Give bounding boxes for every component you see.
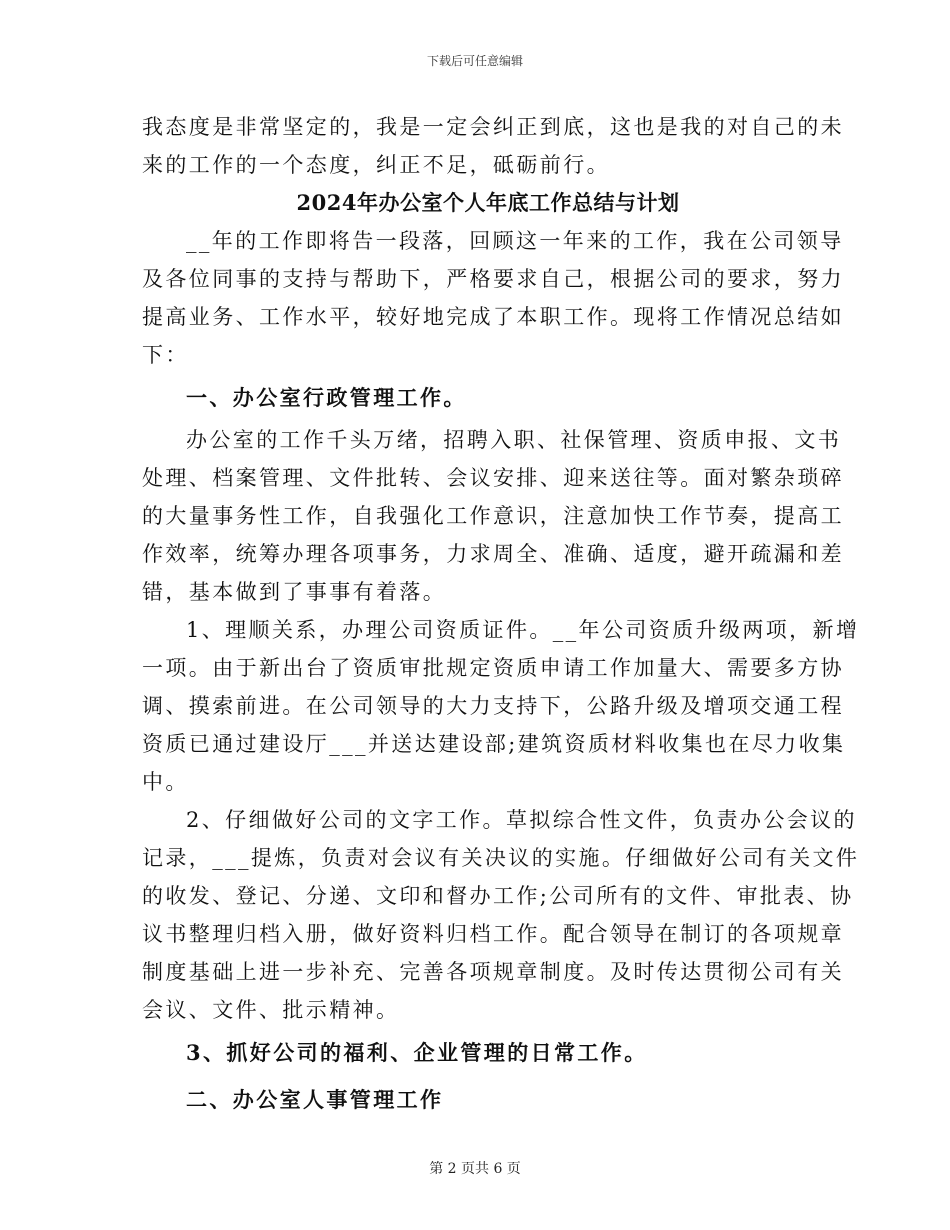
- section-heading-welfare: 3、抓好公司的福利、企业管理的日常工作。: [186, 1040, 648, 1065]
- text-line: 制度基础上进一步补充、完善各项规章制度。及时传达贯彻公司有关: [142, 960, 844, 984]
- text-line: 调、摸索前进。在公司领导的大力支持下，公路升级及增项交通工程: [142, 694, 844, 718]
- document-body: [142, 108, 860, 1123]
- text-line: 中。: [142, 770, 189, 794]
- text-line: 1、理顺关系，办理公司资质证件。__年公司资质升级两项，新增: [186, 618, 860, 642]
- text-line: 的大量事务性工作，自我强化工作意识，注意加快工作节奏，提高工: [142, 504, 844, 528]
- paragraph-admin: [142, 421, 844, 611]
- text-line: 资质已通过建设厅___并送达建设部;建筑资质材料收集也在尽力收集: [142, 732, 846, 756]
- paragraph-item-1: [142, 611, 860, 801]
- document-title: 2024年办公室个人年底工作总结与计划: [296, 190, 680, 215]
- text-line: 提高业务、工作水平，较好地完成了本职工作。现将工作情况总结如: [142, 305, 844, 329]
- page-footer: 第 2 页共 6 页: [429, 1161, 521, 1177]
- section-heading-personnel: 二、办公室人事管理工作: [186, 1087, 444, 1112]
- text-line: 处理、档案管理、文件批转、会议安排、迎来送往等。面对繁杂琐碎: [142, 466, 844, 490]
- text-line: 一项。由于新出台了资质审批规定资质申请工作加量大、需要多方协: [142, 656, 844, 680]
- text-line: 办公室的工作千头万绪，招聘入职、社保管理、资质申报、文书: [186, 428, 842, 452]
- text-line: 会议、文件、批示精神。: [142, 998, 400, 1022]
- text-line: 2、仔细做好公司的文字工作。草拟综合性文件，负责办公会议的: [186, 808, 857, 832]
- paragraph-item-2: [142, 801, 860, 1029]
- text-line: 及各位同事的支持与帮助下，严格要求自己，根据公司的要求，努力: [142, 267, 844, 291]
- text-line: 来的工作的一个态度，纠正不足，砥砺前行。: [142, 153, 610, 177]
- section-heading-admin: 一、办公室行政管理工作。: [186, 385, 467, 410]
- paragraph-intro: [142, 222, 844, 374]
- text-line: 作效率，统筹办理各项事务，力求周全、准确、适度，避开疏漏和差: [142, 542, 844, 566]
- page-header: 下载后可任意编辑: [426, 54, 523, 68]
- text-line: 下：: [142, 343, 189, 367]
- text-line: 记录，___提炼，负责对会议有关决议的实施。仔细做好公司有关文件: [142, 846, 860, 870]
- text-line: __年的工作即将告一段落，回顾这一年来的工作，我在公司领导: [186, 229, 844, 253]
- text-line: 议书整理归档入册，做好资料归档工作。配合领导在制订的各项规章: [142, 922, 844, 946]
- text-line: 错，基本做到了事事有着落。: [142, 580, 447, 604]
- text-line: 我态度是非常坚定的，我是一定会纠正到底，这也是我的对自己的未: [142, 115, 844, 139]
- paragraph-continuation: [142, 108, 844, 184]
- text-line: 的收发、登记、分递、文印和督办工作;公司所有的文件、审批表、协: [142, 884, 854, 908]
